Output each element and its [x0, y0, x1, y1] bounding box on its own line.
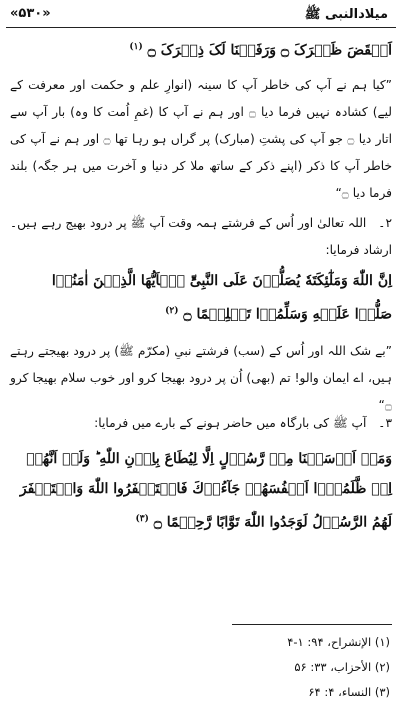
footnote-3: (۳) النساء، ۴: ۶۴ [308, 685, 390, 699]
page-header [6, 4, 396, 26]
footnote-rule [232, 624, 392, 625]
quran-verse-3 [10, 444, 392, 538]
translation-2: ”بے شک اللہ اور اُس کے (سب) فرشتے نبیِ (مکرّم ﷺ) پر درود بھیجتے رہتے ہیں، اے ایمان والو! تم (بھی) اُن پر درود بھیجا کرو اور خوب سلام بھیجا کرو ۝“ [10, 344, 392, 412]
paragraph-3-text: آپ ﷺ کی بارگاہ میں حاضر ہونے کے بارے میں فرمایا: [94, 416, 367, 430]
footnote-1: (۱) الإنشراح، ۹۴: ۱-۴ [287, 635, 390, 649]
footnotes [170, 630, 390, 705]
verse-3-text: وَمَاۤ اَرۡسَلۡنَا مِنۡ رَّسُوۡلٍ اِلَّا لِيُطَاعَ بِاِذۡنِ اللّٰهِ‌ ؕ وَلَوۡ اَنَّهُمۡ اِذۡ ظَّلَمُوۡۤا اَنۡفُسَهُمۡ جَآءُوۡكَ فَاسۡتَغۡفَرُوا اللّٰهَ وَاسۡتَغۡفَرَ لَهُمُ الرَّسُوۡلُ لَوَجَدُوا اللّٰهَ تَوَّابًا رَّحِيۡمًا ۝ [19, 451, 392, 531]
verse-2-footnote-ref: (۲) [165, 306, 179, 316]
verse-3-footnote-ref: (۳) [135, 514, 149, 524]
verse-1-footnote-ref: (۱) [129, 42, 143, 52]
quran-verse-2 [10, 266, 392, 330]
paragraph-3 [10, 410, 392, 437]
running-title: میلادالنبی ﷺ [304, 7, 388, 22]
verse-1-text: اَنۡقَضَ ظَہۡرَکَ ۝ وَرَفَعۡنَا لَکَ ذِکۡرَکَ ۝ [147, 42, 392, 59]
quran-verse-1 [10, 34, 392, 64]
page-number: «۵۳۰» [10, 6, 51, 21]
paragraph-3-number: ۳۔ [378, 416, 392, 430]
paragraph-2-text: اللہ تعالیٰ اور اُس کے فرشتے ہمہ وقت آپ ﷺ پر درود بھیج رہے ہیں۔ ارشاد فرمایا: [10, 216, 392, 257]
paragraph-2-number: ۲۔ [378, 216, 392, 230]
verse-2-text: اِنَّ اللّٰهَ وَمَلٰٓئِكَتَهٗ يُصَلُّوۡنَ عَلَى النَّبِىِّ‌ؕ يٰۤاَيُّهَا الَّذِيۡنَ اٰمَنُوۡا صَلُّوۡا عَلَيۡهِ وَسَلِّمُوۡا تَسۡلِيۡمًا ۝ [51, 273, 392, 323]
paragraph-2 [10, 210, 392, 264]
footnote-2: (۲) الأحزاب، ۳۳: ۵۶ [294, 660, 390, 674]
translation-1: ”کیا ہم نے آپ کی خاطر آپ کا سینہ (انوارِ علم و حکمت اور معرفت کے لیے) کشادہ نہیں فرما دیا ۝ اور ہم نے آپ کا (غمِ اُمت کا وہ) بار آپ سے اتار دیا ۝ جو آپ کی پشتِ (مبارک) پر گراں ہو رہا تھا ۝ اور ہم نے آپ کی خاطر آپ کا ذکر (اپنے ذکر کے ساتھ ملا کر دنیا و آخرت میں ہر جگہ) بلند فرما دیا ۝“ [10, 78, 392, 200]
header-rule [6, 27, 396, 28]
